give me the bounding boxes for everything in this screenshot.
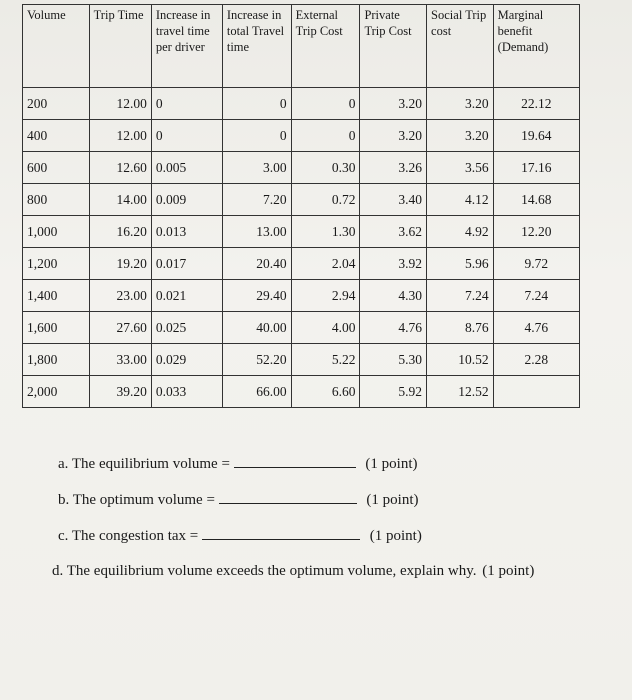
table-cell: 0 [222,120,291,152]
question-a-points: (1 point) [365,456,418,472]
table-cell: 600 [23,152,90,184]
table-cell: 1,600 [23,312,90,344]
table-cell: 2.28 [493,344,579,376]
table-cell: 12.52 [427,376,494,408]
column-header: Social Trip cost [427,5,494,88]
question-d-text: d. The equilibrium volume exceeds the optimum volume, explain why. [52,563,477,579]
table-cell: 4.00 [291,312,360,344]
table-cell: 4.76 [493,312,579,344]
questions-section [52,455,535,599]
table-cell: 2.04 [291,248,360,280]
table-cell: 19.64 [493,120,579,152]
table-cell: 12.00 [89,120,151,152]
table-row [23,312,580,344]
table-cell: 5.30 [360,344,427,376]
table-cell: 1,800 [23,344,90,376]
table-cell: 3.92 [360,248,427,280]
table-cell: 12.60 [89,152,151,184]
table-row [23,216,580,248]
table-cell: 3.62 [360,216,427,248]
table-cell: 33.00 [89,344,151,376]
table-cell: 0 [222,88,291,120]
table-row [23,120,580,152]
table-cell: 0.005 [151,152,222,184]
table-cell: 40.00 [222,312,291,344]
table-cell: 23.00 [89,280,151,312]
column-header: External Trip Cost [291,5,360,88]
table-cell: 0.025 [151,312,222,344]
table-row [23,376,580,408]
table-cell: 1,000 [23,216,90,248]
table-cell: 4.12 [427,184,494,216]
table-cell: 3.56 [427,152,494,184]
table-cell: 4.30 [360,280,427,312]
table-cell: 17.16 [493,152,579,184]
table-row [23,88,580,120]
table-cell: 66.00 [222,376,291,408]
table-cell: 9.72 [493,248,579,280]
question-c [58,527,534,563]
table-cell: 14.68 [493,184,579,216]
table-cell: 0.30 [291,152,360,184]
table-cell: 10.52 [427,344,494,376]
table-cell: 13.00 [222,216,291,248]
question-c-blank[interactable] [202,527,360,540]
column-header: Private Trip Cost [360,5,427,88]
table-cell: 2.94 [291,280,360,312]
table-cell: 14.00 [89,184,151,216]
table-cell: 3.20 [360,88,427,120]
table-cell: 5.92 [360,376,427,408]
table-row [23,184,580,216]
table-cell: 2,000 [23,376,90,408]
table-cell: 4.92 [427,216,494,248]
table-row [23,280,580,312]
congestion-table [22,4,580,408]
table-cell: 8.76 [427,312,494,344]
table-cell: 16.20 [89,216,151,248]
table-cell: 27.60 [89,312,151,344]
table-cell: 0.72 [291,184,360,216]
table-cell: 6.60 [291,376,360,408]
table-cell: 0.013 [151,216,222,248]
table-cell: 3.00 [222,152,291,184]
table-cell [493,376,579,408]
question-c-text: c. The congestion tax = [58,528,199,544]
table-cell: 3.20 [427,120,494,152]
table-row [23,152,580,184]
table-header-row [23,5,580,88]
table-cell: 7.24 [427,280,494,312]
table-cell: 4.76 [360,312,427,344]
table-cell: 3.20 [427,88,494,120]
table-cell: 19.20 [89,248,151,280]
table-cell: 200 [23,88,90,120]
table-cell: 20.40 [222,248,291,280]
question-c-points: (1 point) [369,528,422,544]
table-cell: 29.40 [222,280,291,312]
column-header: Increase in travel time per driver [151,5,222,88]
table-cell: 1.30 [291,216,360,248]
table-cell: 800 [23,184,90,216]
column-header: Trip Time [89,5,151,88]
table-cell: 52.20 [222,344,291,376]
table-cell: 39.20 [89,376,151,408]
table-cell: 0.021 [151,280,222,312]
table-cell: 5.22 [291,344,360,376]
table-cell: 0.017 [151,248,222,280]
column-header: Marginal benefit (Demand) [493,5,579,88]
table-cell: 3.20 [360,120,427,152]
table-row [23,248,580,280]
table-cell: 12.00 [89,88,151,120]
table-cell: 0 [291,88,360,120]
table-cell: 22.12 [493,88,579,120]
question-d-points: (1 point) [482,563,535,579]
table-cell: 7.20 [222,184,291,216]
question-b-points: (1 point) [366,492,419,508]
table-row [23,344,580,376]
table-cell: 0.033 [151,376,222,408]
question-a [58,455,534,491]
question-b [58,491,534,527]
table-cell: 0 [151,120,222,152]
table-cell: 0 [151,88,222,120]
table-cell: 7.24 [493,280,579,312]
column-header: Volume [23,5,90,88]
question-a-text: a. The equilibrium volume = [58,456,230,472]
table-cell: 0.029 [151,344,222,376]
table-cell: 1,200 [23,248,90,280]
question-d [52,563,534,599]
table-cell: 1,400 [23,280,90,312]
table-cell: 0.009 [151,184,222,216]
column-header: Increase in total Travel time [222,5,291,88]
table-cell: 0 [291,120,360,152]
table-cell: 3.40 [360,184,427,216]
table-cell: 5.96 [427,248,494,280]
table-cell: 400 [23,120,90,152]
question-b-blank[interactable] [219,491,357,504]
question-a-blank[interactable] [234,455,356,468]
question-b-text: b. The optimum volume = [58,492,215,508]
table-cell: 12.20 [493,216,579,248]
table-cell: 3.26 [360,152,427,184]
